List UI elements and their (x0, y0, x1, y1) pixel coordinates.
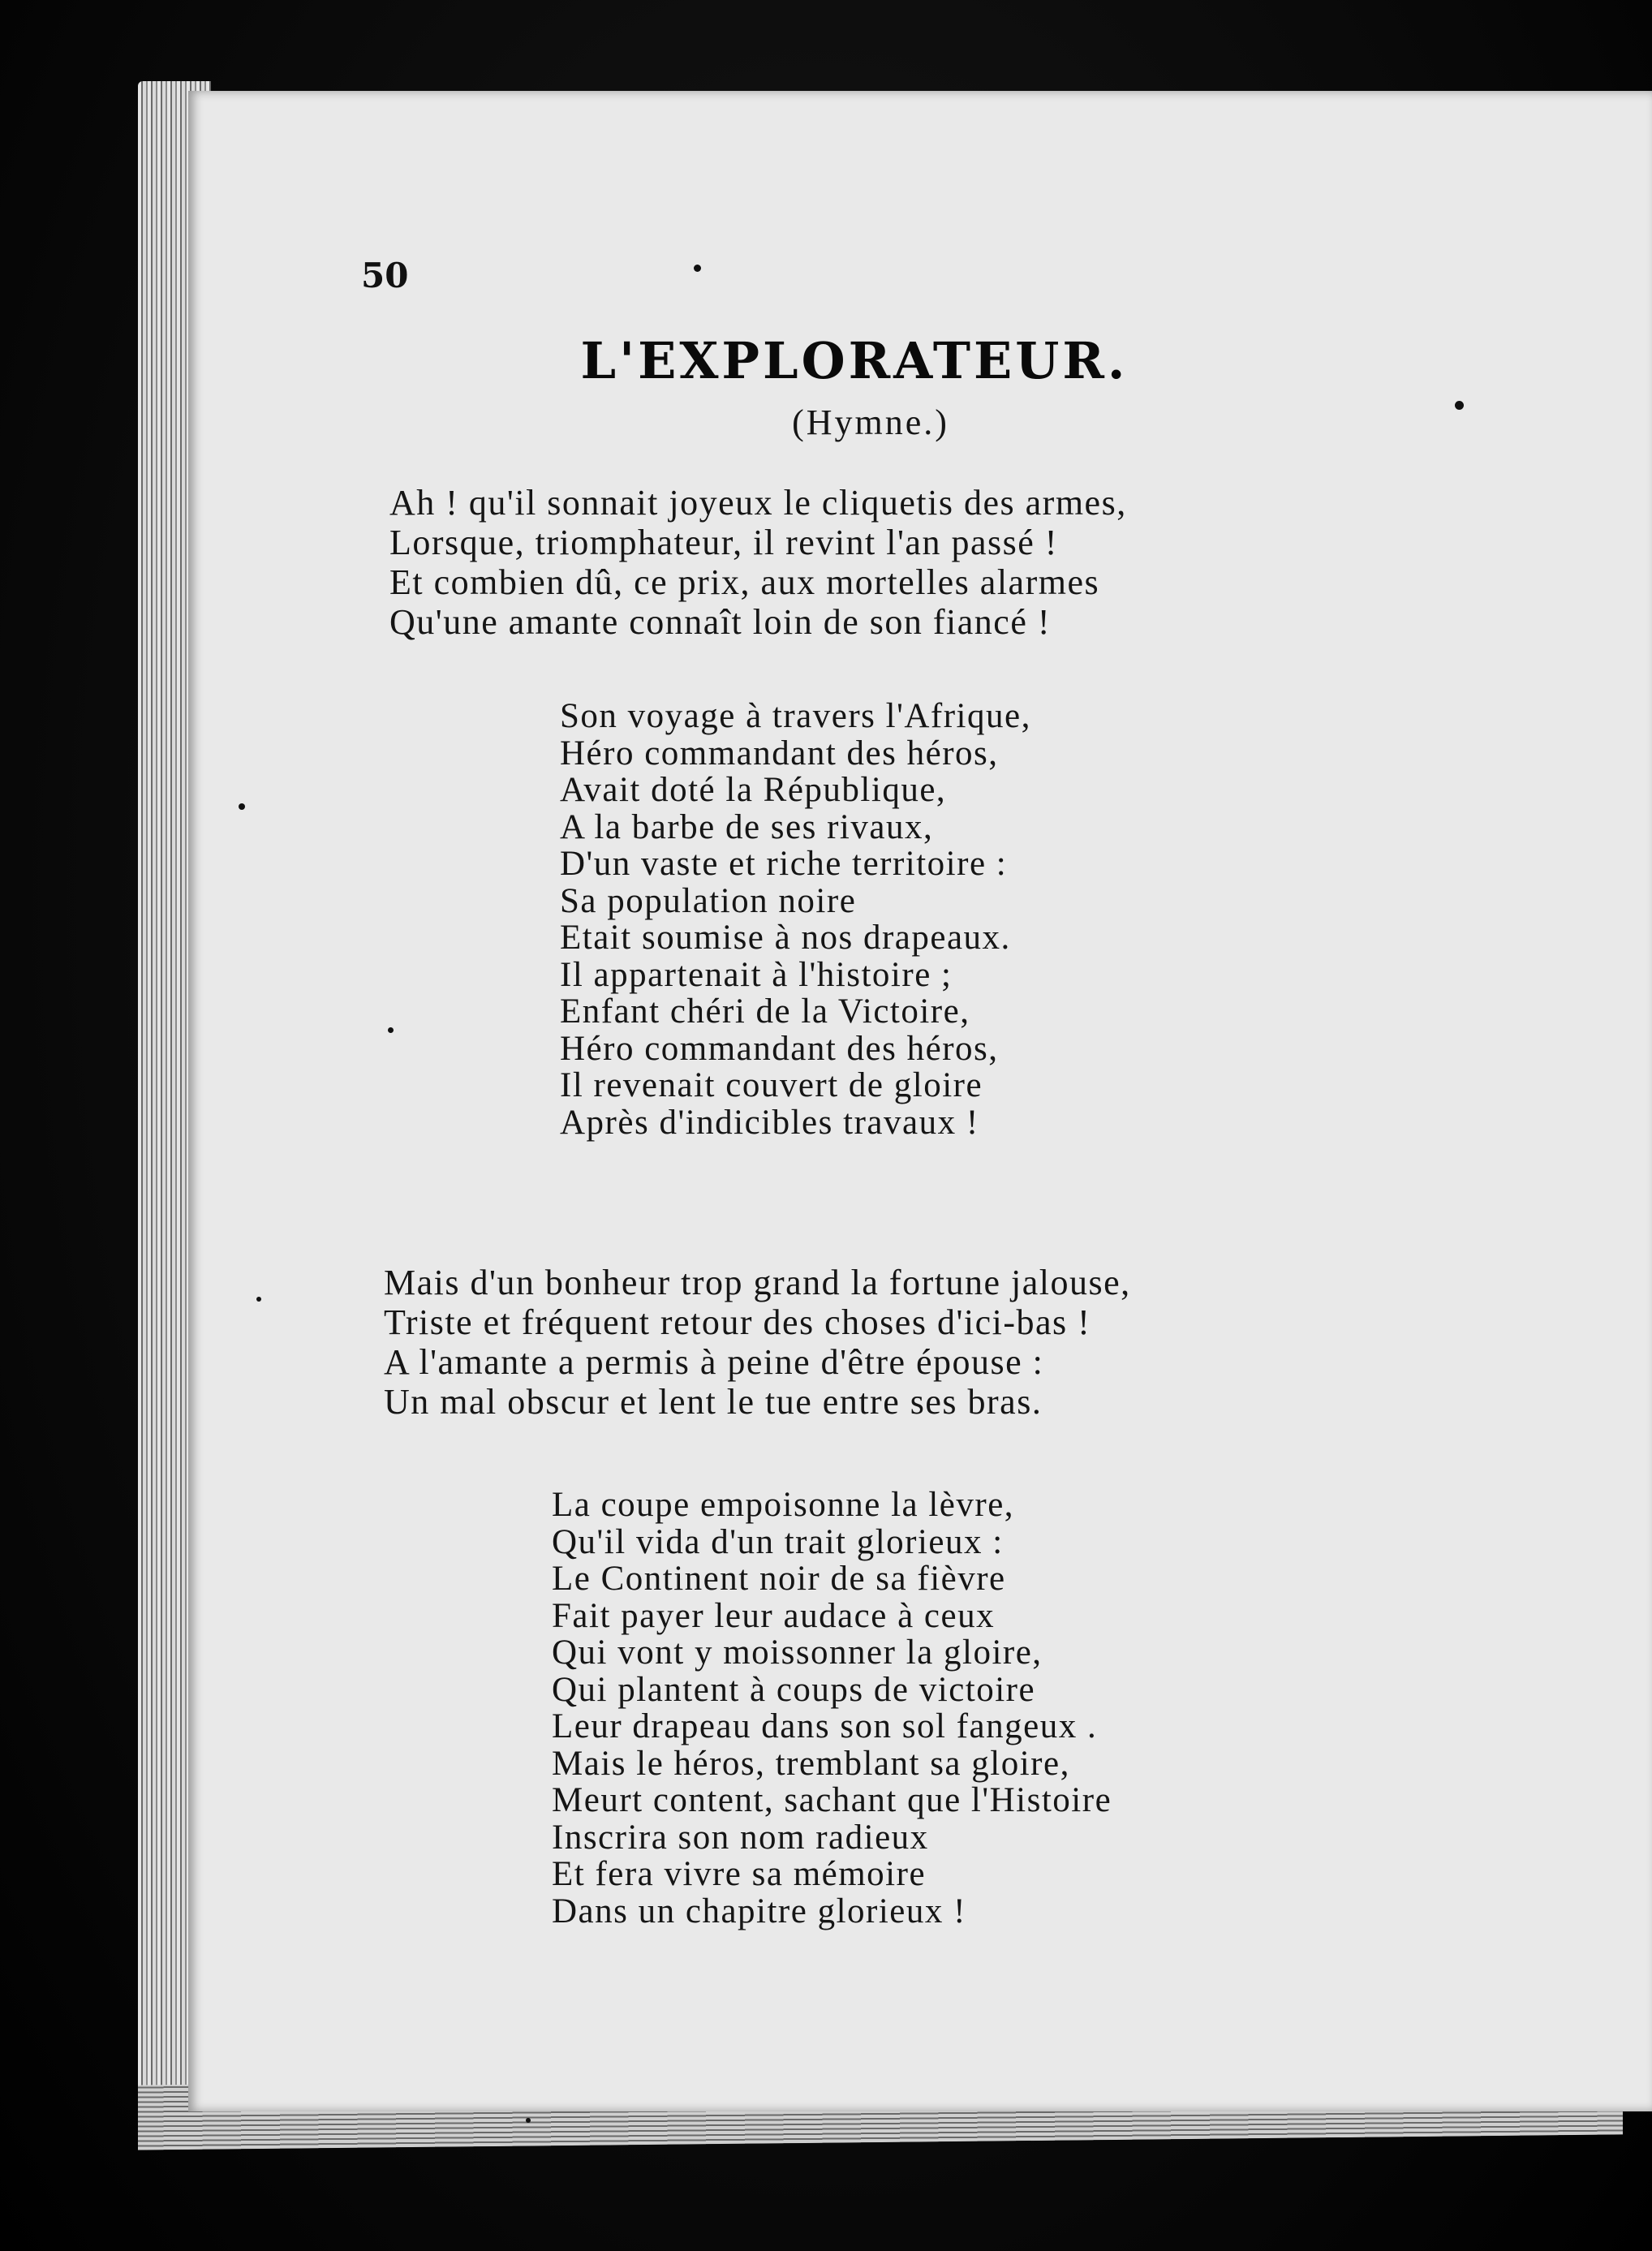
verse-line: D'un vaste et riche territoire : (560, 845, 1008, 883)
verse-line: Il appartenait à l'histoire ; (560, 955, 953, 994)
verse-line: Dans un chapitre glorieux ! (552, 1892, 966, 1930)
verse-line: Il revenait couvert de gloire (560, 1066, 983, 1104)
verse-line: Après d'indicibles travaux ! (560, 1103, 979, 1142)
verse-line: Son voyage à travers l'Afrique, (560, 697, 1031, 735)
dust-speck (256, 1297, 261, 1302)
dust-speck (694, 265, 701, 272)
verse-line: Fait payer leur audace à ceux (552, 1596, 996, 1635)
verse-line: Et combien dû, ce prix, aux mortelles alarmes (389, 562, 1100, 602)
verse-line: Mais d'un bonheur trop grand la fortune jalouse, (384, 1263, 1131, 1302)
verse-line: Le Continent noir de sa fièvre (552, 1560, 1006, 1598)
stanza-1 (389, 483, 1127, 642)
verse-line: Meurt content, sachant que l'Histoire (552, 1781, 1112, 1819)
verse-line: Héro commandant des héros, (560, 1029, 999, 1068)
verse-line: Héro commandant des héros, (560, 734, 999, 773)
poem-subtitle: (Hymne.) (792, 402, 949, 442)
dust-speck (239, 803, 245, 810)
verse-line: Leur drapeau dans son sol fangeux . (552, 1707, 1098, 1745)
stanza-2 (560, 698, 1031, 1141)
dust-speck (526, 2118, 531, 2123)
verse-line: Ah ! qu'il sonnait joyeux le cliquetis des armes, (389, 483, 1127, 523)
verse-line: Enfant chéri de la Victoire, (560, 992, 970, 1031)
verse-line: Mais le héros, tremblant sa gloire, (552, 1744, 1070, 1783)
page-number: 50 (361, 256, 409, 295)
verse-line: Triste et fréquent retour des choses d'ici-bas ! (384, 1302, 1091, 1342)
verse-line: Avait doté la République, (560, 771, 947, 809)
verse-line: Qui vont y moissonner la gloire, (552, 1633, 1043, 1672)
stanza-3 (384, 1263, 1131, 1422)
verse-line: Qu'une amante connaît loin de son fiancé ! (389, 602, 1051, 642)
verse-line: Qui plantent à coups de victoire (552, 1670, 1036, 1709)
verse-line: Un mal obscur et lent le tue entre ses bras. (384, 1382, 1043, 1422)
dust-speck (388, 1027, 394, 1033)
verse-line: Inscrira son nom radieux (552, 1818, 929, 1857)
dust-speck (1455, 401, 1464, 410)
verse-line: La coupe empoisonne la lèvre, (552, 1486, 1015, 1524)
verse-line: Lorsque, triomphateur, il revint l'an passé ! (389, 523, 1058, 562)
stanza-4 (552, 1487, 1112, 1930)
verse-line: A l'amante a permis à peine d'être épouse : (384, 1342, 1044, 1382)
verse-line: Et fera vivre sa mémoire (552, 1855, 927, 1893)
poem-title: L'EXPLORATEUR. (580, 331, 1129, 390)
verse-line: Qu'il vida d'un trait glorieux : (552, 1522, 1004, 1561)
verse-line: A la barbe de ses rivaux, (560, 807, 934, 846)
verse-line: Etait soumise à nos drapeaux. (560, 919, 1011, 957)
verse-line: Sa population noire (560, 881, 857, 920)
